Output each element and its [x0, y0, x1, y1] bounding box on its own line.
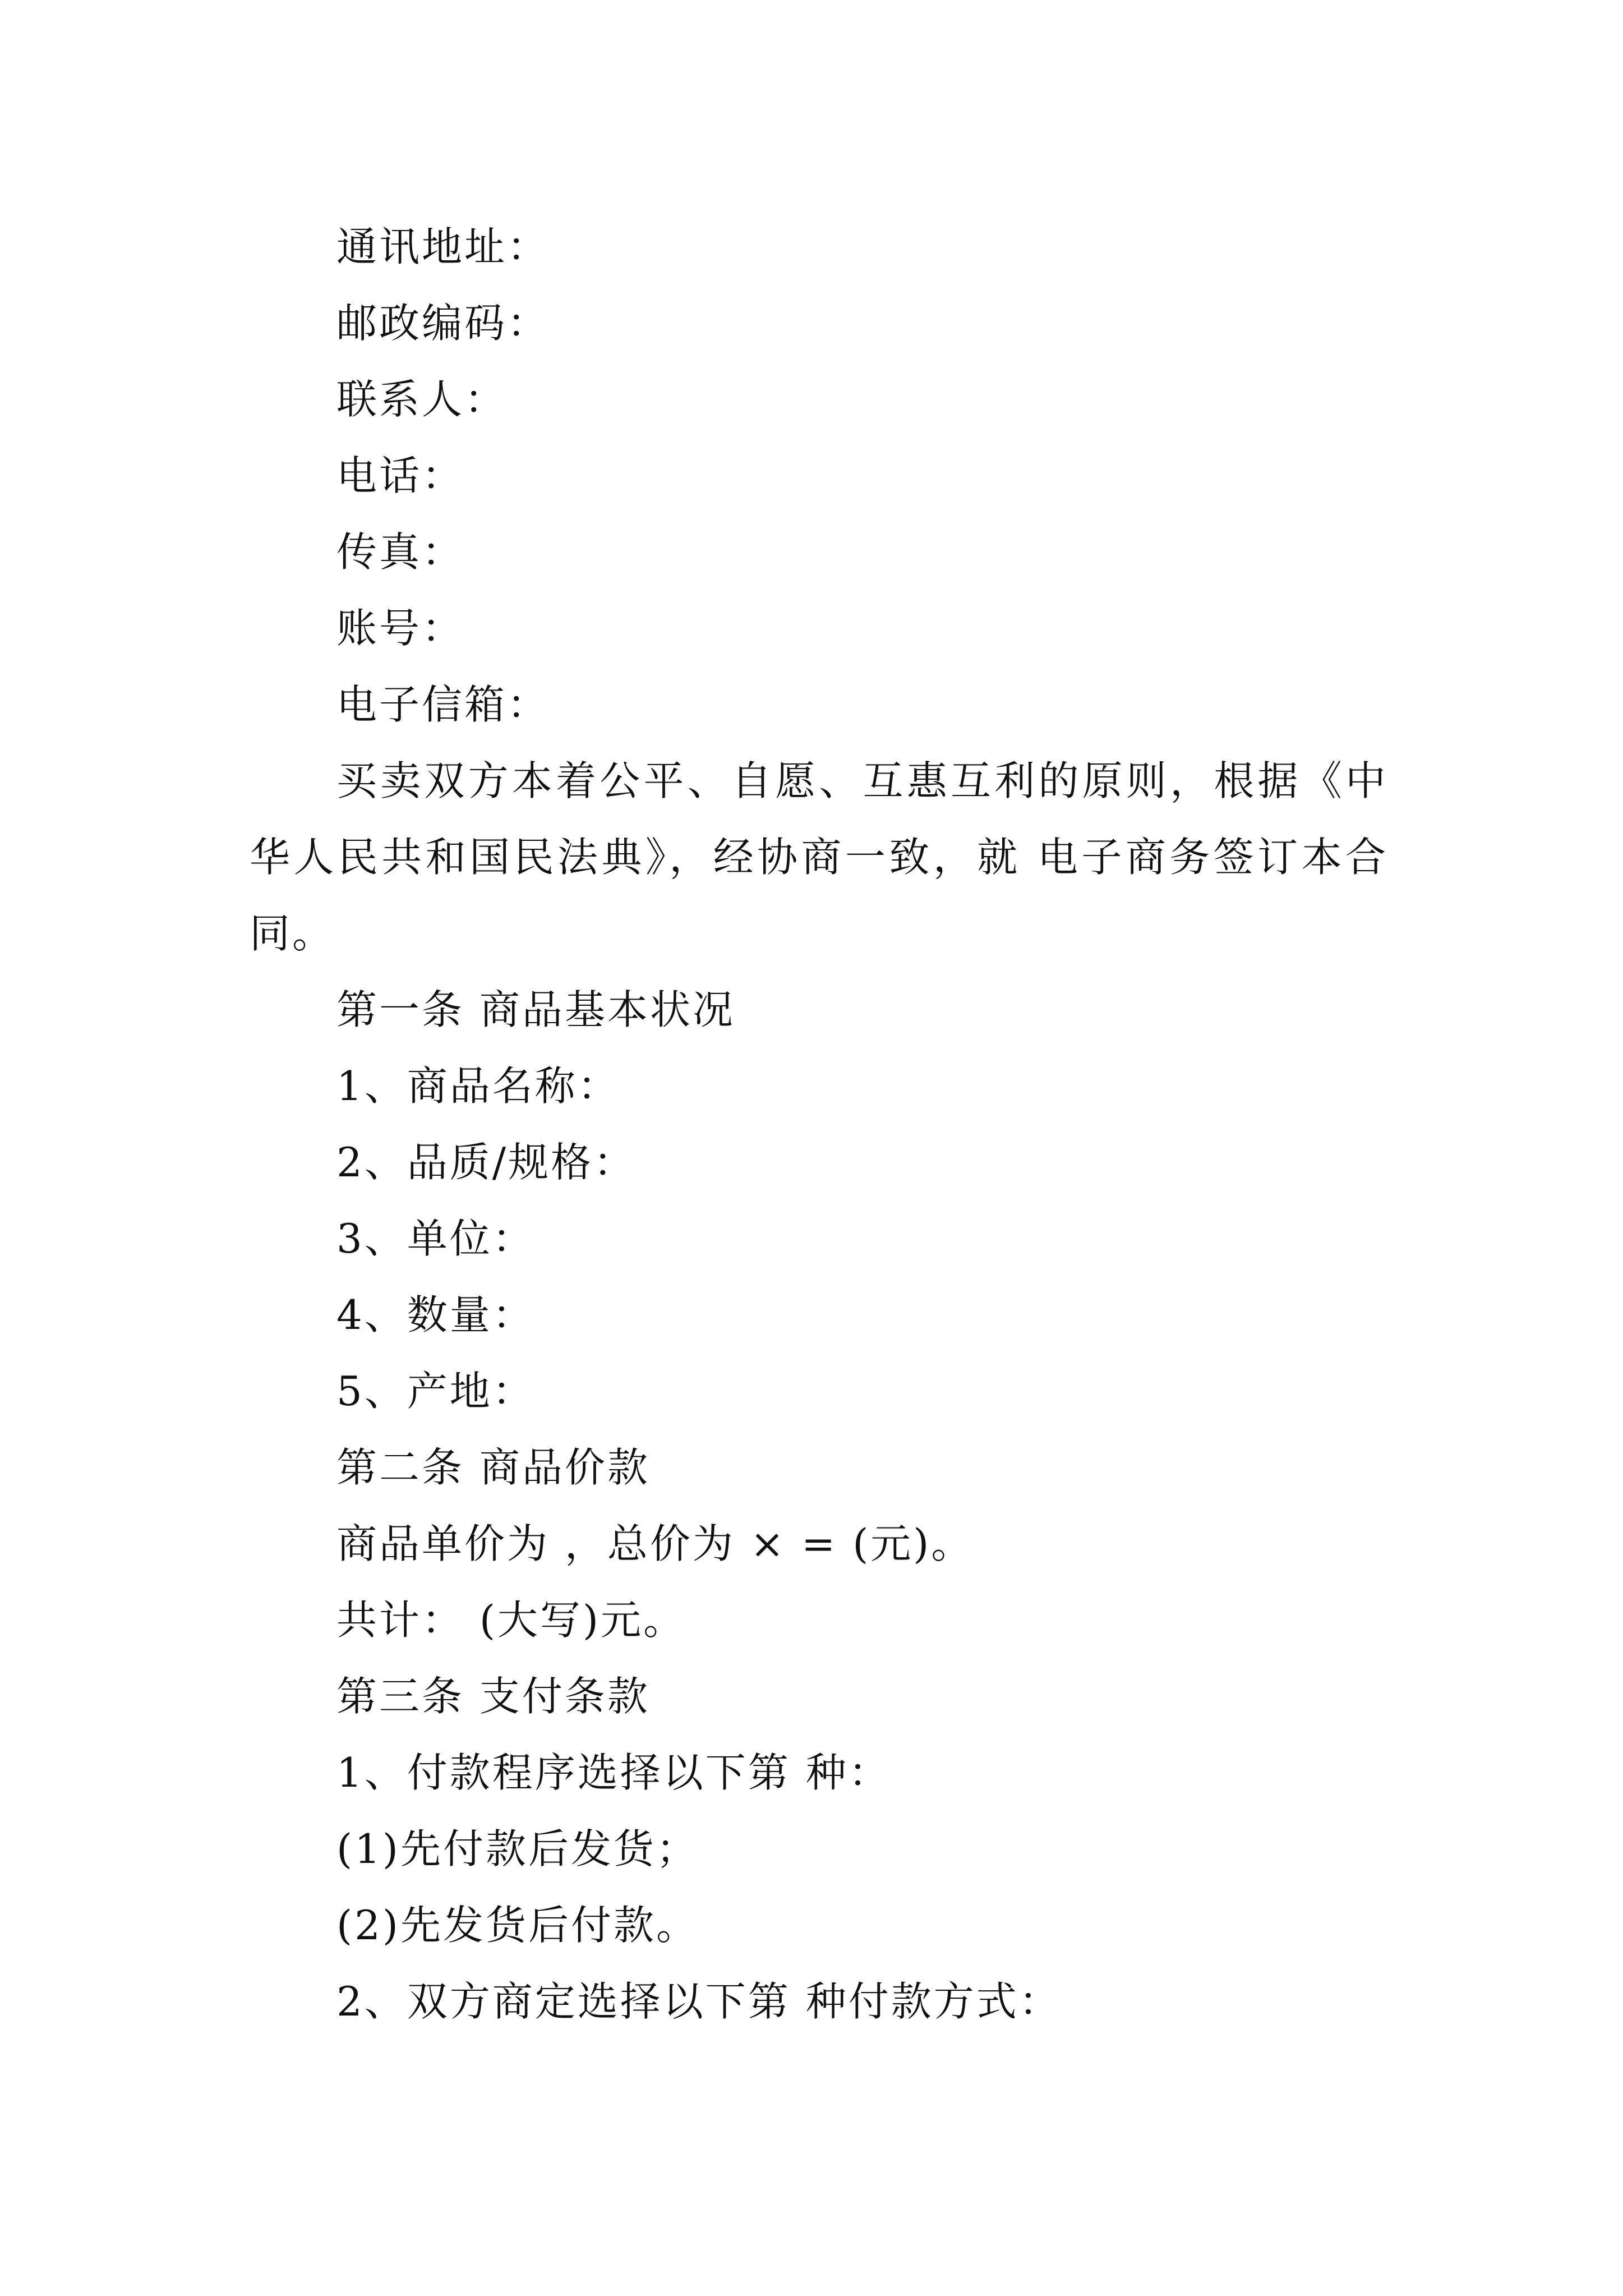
contact-field-account: 账号：: [336, 605, 465, 652]
article1-item-quality: 2、品质/规格：: [336, 1139, 637, 1186]
article1-item-unit: 3、单位：: [336, 1215, 535, 1262]
article2-price-line: 商品单价为 ，总价为 × = (元)。: [336, 1520, 974, 1567]
contact-field-contact-person: 联系人：: [336, 376, 508, 423]
article1-heading: 第一条 商品基本状况: [336, 986, 735, 1033]
article3-heading: 第三条 支付条款: [336, 1673, 650, 1720]
contact-field-fax: 传真：: [336, 528, 465, 576]
contact-field-email: 电子信箱：: [336, 681, 550, 728]
contact-field-address: 通讯地址：: [336, 223, 550, 270]
intro-paragraph: 买卖双方本着公平、自愿、互惠互利的原则，根据《中华人民共和国民法典》，经协商一致，就 电子商务签订本合同。: [250, 757, 1388, 957]
contact-field-phone: 电话：: [336, 452, 465, 499]
article3-option-1: (1)先付款后发货；: [336, 1825, 699, 1872]
document-body: [250, 209, 1388, 2040]
article1-item-name: 1、商品名称：: [336, 1062, 620, 1110]
article1-item-origin: 5、产地：: [336, 1368, 535, 1415]
article3-payment-procedure: 1、付款程序选择以下第 种：: [336, 1749, 891, 1796]
article3-option-2: (2)先发货后付款。: [336, 1902, 699, 1949]
article2-total-line: 共计： (大写)元。: [336, 1596, 686, 1644]
article2-heading: 第二条 商品价款: [336, 1444, 650, 1491]
article1-item-quantity: 4、数量：: [336, 1291, 535, 1338]
article3-payment-method: 2、双方商定选择以下第 种付款方式：: [336, 1978, 1062, 2025]
contact-field-postcode: 邮政编码：: [336, 300, 550, 347]
